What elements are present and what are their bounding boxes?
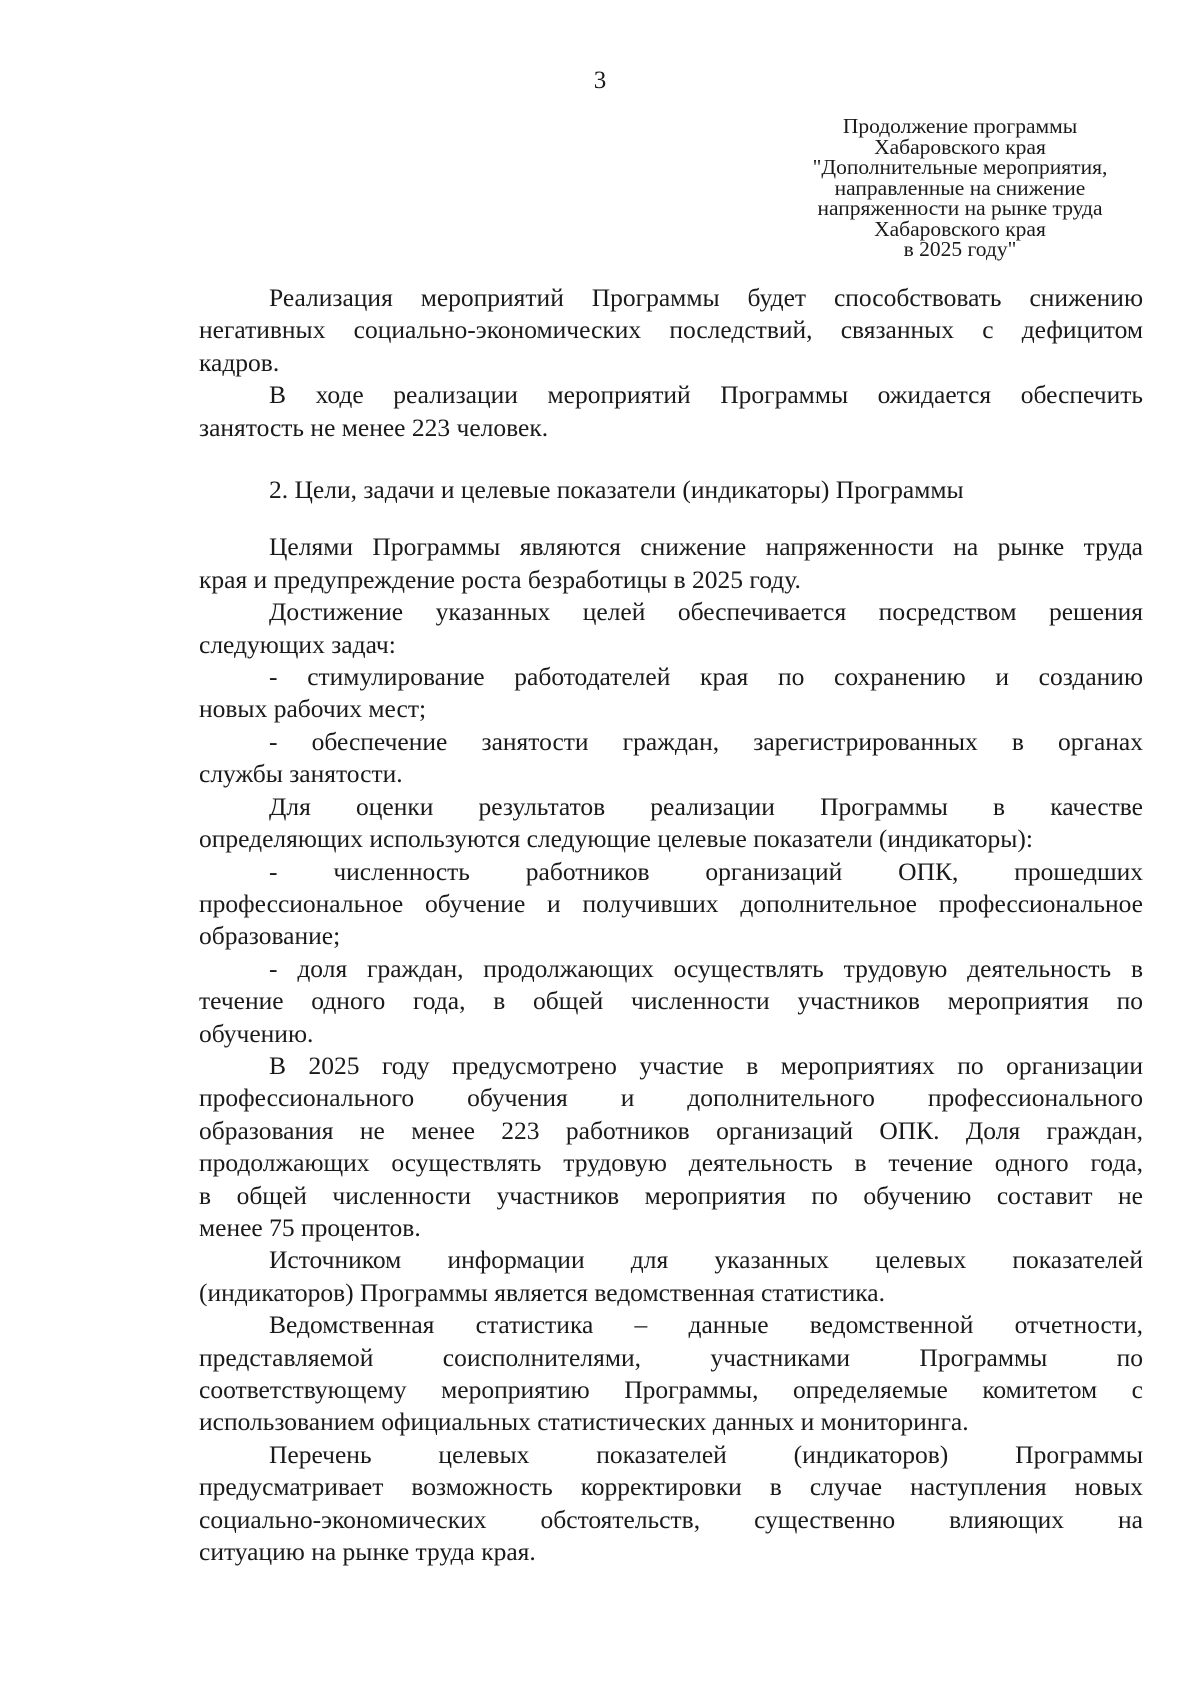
- text-line: - обеспечение занятости граждан, зарегистрированных в органах: [269, 726, 1143, 756]
- text-line: службы занятости.: [199, 759, 403, 789]
- text-line: профессиональное обучение и получивших дополнительное профессиональное: [199, 888, 1143, 918]
- paragraph: [199, 1244, 1143, 1309]
- text-line: - численность работников организаций ОПК, прошедших: [269, 856, 1143, 886]
- paragraph: [199, 379, 1143, 444]
- text-line: - доля граждан, продолжающих осуществлять трудовую деятельность в: [269, 953, 1143, 983]
- text-line: ситуацию на рынке труда края.: [199, 1537, 536, 1567]
- header-line: напряженности на рынке труда: [817, 196, 1103, 220]
- paragraph: [199, 282, 1143, 379]
- text-line: новых рабочих мест;: [199, 694, 427, 724]
- text-line: Реализация мероприятий Программы будет способствовать снижению: [269, 283, 1143, 312]
- text-line: Целями Программы являются снижение напряженности на рынке труда: [269, 532, 1143, 562]
- paragraph: [199, 531, 1143, 596]
- text-line: использованием официальных статистических данных и мониторинга.: [199, 1407, 969, 1437]
- list-item: [199, 953, 1143, 1050]
- paragraph: [199, 1050, 1143, 1244]
- text-line: края и предупреждение роста безработицы в 2025 году.: [199, 564, 801, 594]
- paragraph: [199, 1309, 1143, 1439]
- text-line: Для оценки результатов реализации Программы в качестве: [269, 791, 1143, 821]
- text-line: В ходе реализации мероприятий Программы ожидается обеспечить: [269, 380, 1143, 410]
- text-line: в общей численности участников мероприятия по обучению составит не: [199, 1180, 1143, 1210]
- spacer: [199, 506, 1143, 531]
- text-line: Достижение указанных целей обеспечивается посредством решения: [269, 597, 1143, 627]
- list-item: [199, 726, 1143, 791]
- text-line: представляемой соисполнителями, участниками Программы по: [199, 1342, 1143, 1372]
- text-line: профессионального обучения и дополнительного профессионального: [199, 1083, 1143, 1113]
- paragraph: [199, 596, 1143, 661]
- text-line: занятость не менее 223 человек.: [199, 412, 549, 442]
- section-title: 2. Цели, задачи и целевые показатели (индикаторы) Программы: [269, 475, 964, 505]
- text-line: предусматривает возможность корректировки в случае наступления новых: [199, 1472, 1143, 1502]
- text-line: обучению.: [199, 1018, 314, 1048]
- text-line: социально-экономических обстоятельств, существенно влияющих на: [199, 1504, 1143, 1534]
- text-line: Перечень целевых показателей (индикаторов) Программы: [269, 1439, 1143, 1469]
- header-line: Хабаровского края: [874, 216, 1046, 241]
- spacer: [199, 444, 1143, 474]
- program-header: [760, 116, 1160, 260]
- text-line: В 2025 году предусмотрено участие в мероприятиях по организации: [269, 1050, 1143, 1080]
- header-line: направленные на снижение: [834, 175, 1086, 200]
- paragraph: [199, 791, 1143, 856]
- list-item: [199, 661, 1143, 726]
- document-body: [199, 282, 1143, 1568]
- text-line: кадров.: [199, 347, 280, 377]
- header-line: Продолжение программы: [842, 114, 1078, 138]
- page-number: 3: [593, 67, 607, 94]
- text-line: (индикаторов) Программы является ведомственная статистика.: [199, 1277, 885, 1307]
- text-line: определяющих используются следующие целевые показатели (индикаторы):: [199, 824, 1033, 854]
- text-line: менее 75 процентов.: [199, 1212, 421, 1242]
- paragraph: [199, 1439, 1143, 1569]
- header-line: в 2025 году": [903, 237, 1017, 261]
- text-line: продолжающих осуществлять трудовую деятельность в течение одного года,: [199, 1148, 1143, 1178]
- list-item: [199, 856, 1143, 953]
- text-line: негативных социально-экономических последствий, связанных с дефицитом: [199, 315, 1143, 345]
- text-line: Источником информации для указанных целевых показателей: [269, 1245, 1143, 1275]
- text-line: соответствующему мероприятию Программы, определяемые комитетом с: [199, 1375, 1143, 1404]
- text-line: - стимулирование работодателей края по сохранению и созданию: [269, 662, 1143, 692]
- text-line: образования не менее 223 работников организаций ОПК. Доля граждан,: [199, 1115, 1143, 1145]
- text-line: Ведомственная статистика – данные ведомственной отчетности,: [269, 1310, 1143, 1340]
- text-line: течение одного года, в общей численности участников мероприятия по: [199, 986, 1143, 1016]
- text-line: образование;: [199, 921, 341, 951]
- header-line: "Дополнительные мероприятия,: [812, 155, 1108, 179]
- header-line: Хабаровского края: [874, 134, 1046, 159]
- text-line: следующих задач:: [199, 629, 396, 659]
